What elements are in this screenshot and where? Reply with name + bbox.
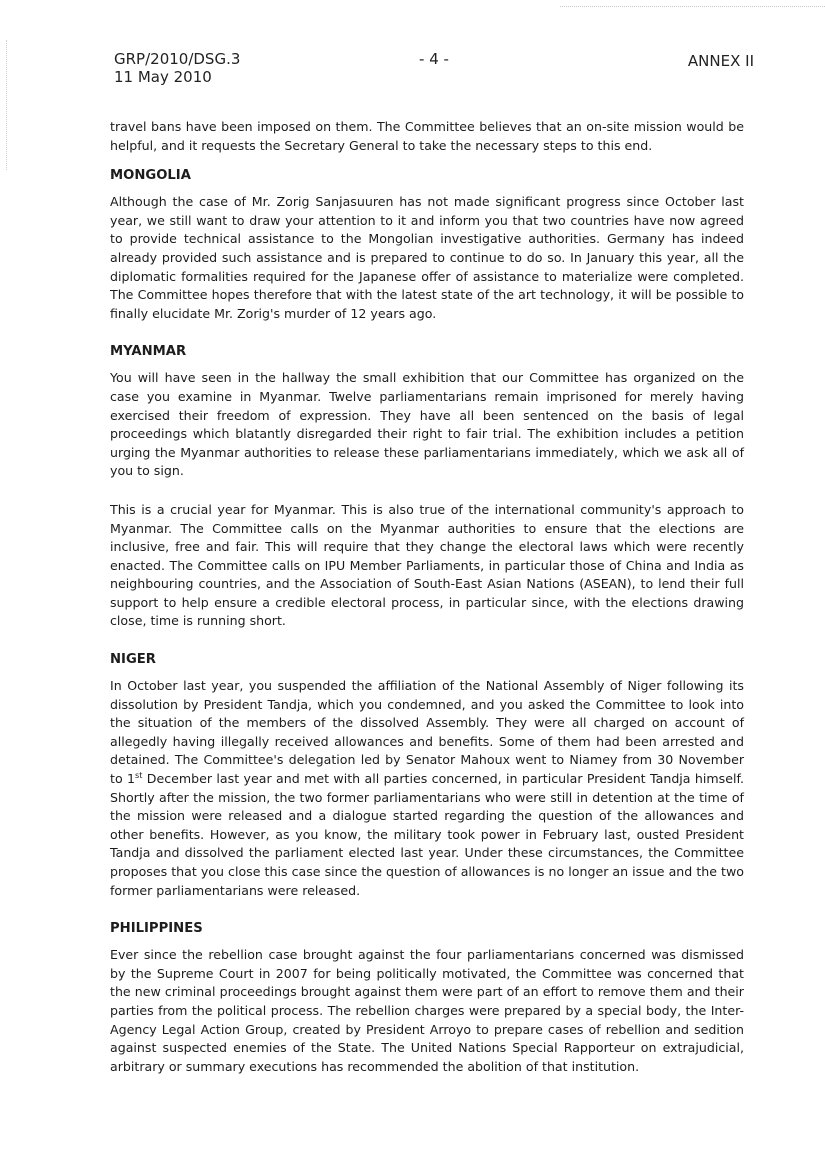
niger-paragraph: [110, 677, 744, 900]
document-reference: GRP/2010/DSG.3: [114, 50, 241, 68]
niger-paragraph-text: In October last year, you suspended the affiliation of the National Assembly of Niger following its dissolution by President Tandja, which you condemned, and you asked the Committee to look into the situation of the members of the dissolved Assembly. They were all charged on account of allegedly having illegally received allowances and benefits. Some of them had been arrested and detained. The Committee's delegation led by Senator Mahoux went to Niamey from 30 November to 1: [110, 678, 744, 787]
ordinal-superscript: st: [135, 770, 143, 780]
page-header: [114, 50, 754, 90]
niger-paragraph-text: December last year and met with all parties concerned, in particular President Tandja himself. Shortly after the mission, the two former parliamentarians who were still in detention at the time of the mission were released and a dialogue started regarding the question of the allowances and other benefits. However, as you know, the military took power in February last, ousted President Tandja and dissolved the parliament elected last year. Under these circumstances, the Committee proposes that you close this case since the question of allowances is no longer an issue and the two former parliamentarians were released.: [110, 771, 744, 898]
scan-edge-mark: [6, 40, 7, 170]
myanmar-paragraph: You will have seen in the hallway the small exhibition that our Committee has organized on the case you examine in Myanmar. Twelve parliamentarians remain imprisoned for merely having exercised their freedom of expression. They have all been sentenced on the basis of legal proceedings which blatantly disregarded their right to fair trial. The exhibition includes a petition urging the Myanmar authorities to release these parliamentarians immediately, which we ask all of you to sign.: [110, 370, 744, 479]
annex-label: ANNEX II: [687, 52, 754, 70]
philippines-paragraph: Ever since the rebellion case brought against the four parliamentarians concerned was dismissed by the Supreme Court in 2007 for being politically motivated, the Committee was concerned that the new criminal proceedings brought against them were part of an effort to remove them and their parties from the political process. The rebellion charges were prepared by a special body, the Inter-Agency Legal Action Group, created by President Arroyo to prepare cases of rebellion and sedition against suspected enemies of the State. The United Nations Special Rapporteur on extrajudicial, arbitrary or summary executions has recommended the abolition of that institution.: [110, 947, 744, 1074]
section-heading-niger: NIGER: [110, 652, 156, 668]
scan-edge-mark: [560, 6, 825, 7]
mongolia-paragraph: Although the case of Mr. Zorig Sanjasuuren has not made significant progress since October last year, we still want to draw your attention to it and inform you that two countries have now agreed to provide technical assistance to the Mongolian investigative authorities. Germany has indeed already provided such assistance and is prepared to continue to do so. In January this year, all the diplomatic formalities required for the Japanese offer of assistance to materialize were completed. The Committee hopes therefore that with the latest state of the art technology, it will be possible to finally elucidate Mr. Zorig's murder of 12 years ago.: [110, 194, 744, 321]
document-body: [110, 118, 744, 1076]
page-number: - 4 -: [419, 50, 449, 68]
myanmar-paragraph: This is a crucial year for Myanmar. This is also true of the international community's approach to Myanmar. The Committee calls on the Myanmar authorities to ensure that the elections are inclusive, free and fair. This will require that they change the electoral laws which were recently enacted. The Committee calls on IPU Member Parliaments, in particular those of China and India as neighbouring countries, and the Association of South-East Asian Nations (ASEAN), to lend their full support to help ensure a credible electoral process, in particular since, with the elections drawing close, time is running short.: [110, 501, 744, 629]
document-date: 11 May 2010: [114, 68, 212, 86]
section-heading-philippines: PHILIPPINES: [110, 921, 203, 937]
section-heading-mongolia: MONGOLIA: [110, 168, 191, 184]
section-heading-myanmar: MYANMAR: [110, 344, 187, 360]
intro-paragraph: travel bans have been imposed on them. The Committee believes that an on-site mission would be helpful, and it requests the Secretary General to take the necessary steps to this end.: [110, 119, 744, 153]
